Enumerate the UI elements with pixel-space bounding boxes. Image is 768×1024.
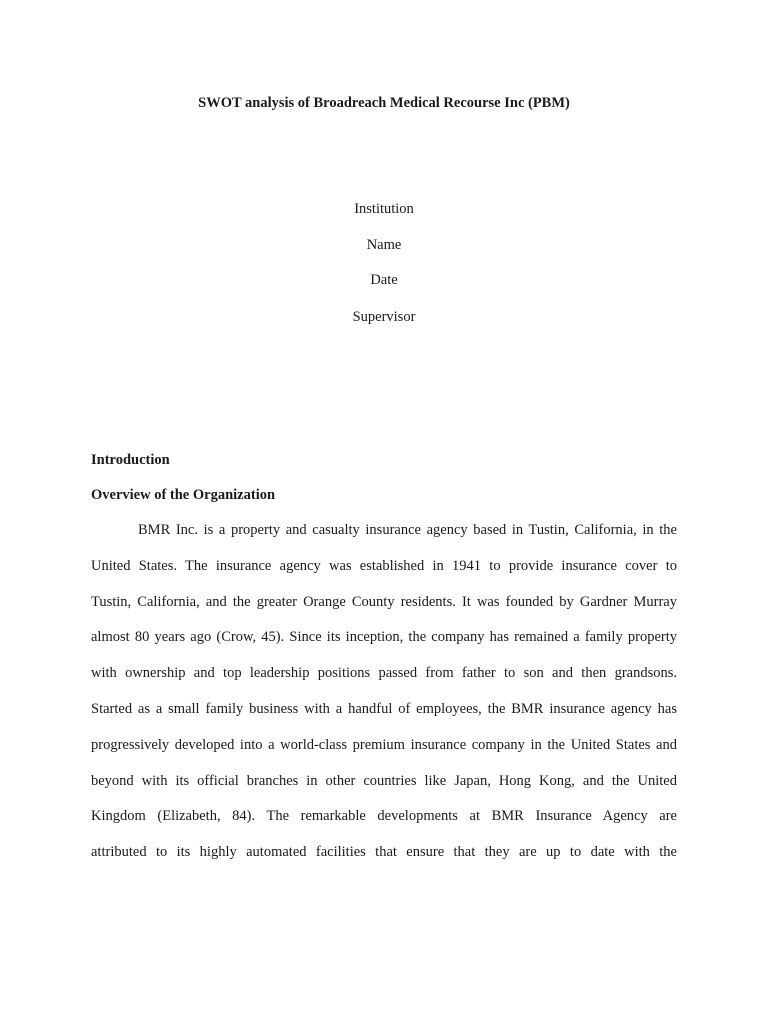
body-line: Tustin, California, and the greater Orange County residents. It was founded by Gardner Murray bbox=[91, 593, 677, 610]
body-line: Started as a small family business with a handful of employees, the BMR insurance agency has bbox=[91, 700, 677, 717]
document-title: SWOT analysis of Broadreach Medical Recourse Inc (PBM) bbox=[198, 95, 570, 111]
subsection-heading-overview: Overview of the Organization bbox=[91, 487, 276, 503]
body-line: with ownership and top leadership positions passed from father to son and then grandsons. bbox=[91, 665, 677, 682]
body-line: almost 80 years ago (Crow, 45). Since its inception, the company has remained a family property bbox=[91, 629, 677, 646]
body-line: Kingdom (Elizabeth, 84). The remarkable developments at BMR Insurance Agency are bbox=[91, 808, 677, 825]
body-paragraph bbox=[91, 520, 677, 878]
body-line: progressively developed into a world-class premium insurance company in the United States and bbox=[91, 736, 677, 753]
body-line: beyond with its official branches in other countries like Japan, Hong Kong, and the United bbox=[91, 772, 677, 789]
body-line: BMR Inc. is a property and casualty insurance agency based in Tustin, California, in the bbox=[138, 522, 677, 538]
meta-date: Date bbox=[370, 272, 398, 288]
meta-institution: Institution bbox=[354, 201, 414, 217]
meta-name: Name bbox=[366, 237, 402, 253]
meta-supervisor: Supervisor bbox=[352, 309, 416, 325]
body-line: United States. The insurance agency was established in 1941 to provide insurance cover to bbox=[91, 557, 677, 574]
body-line: attributed to its highly automated facilities that ensure that they are up to date with the bbox=[91, 844, 677, 861]
section-heading-introduction: Introduction bbox=[91, 452, 170, 468]
